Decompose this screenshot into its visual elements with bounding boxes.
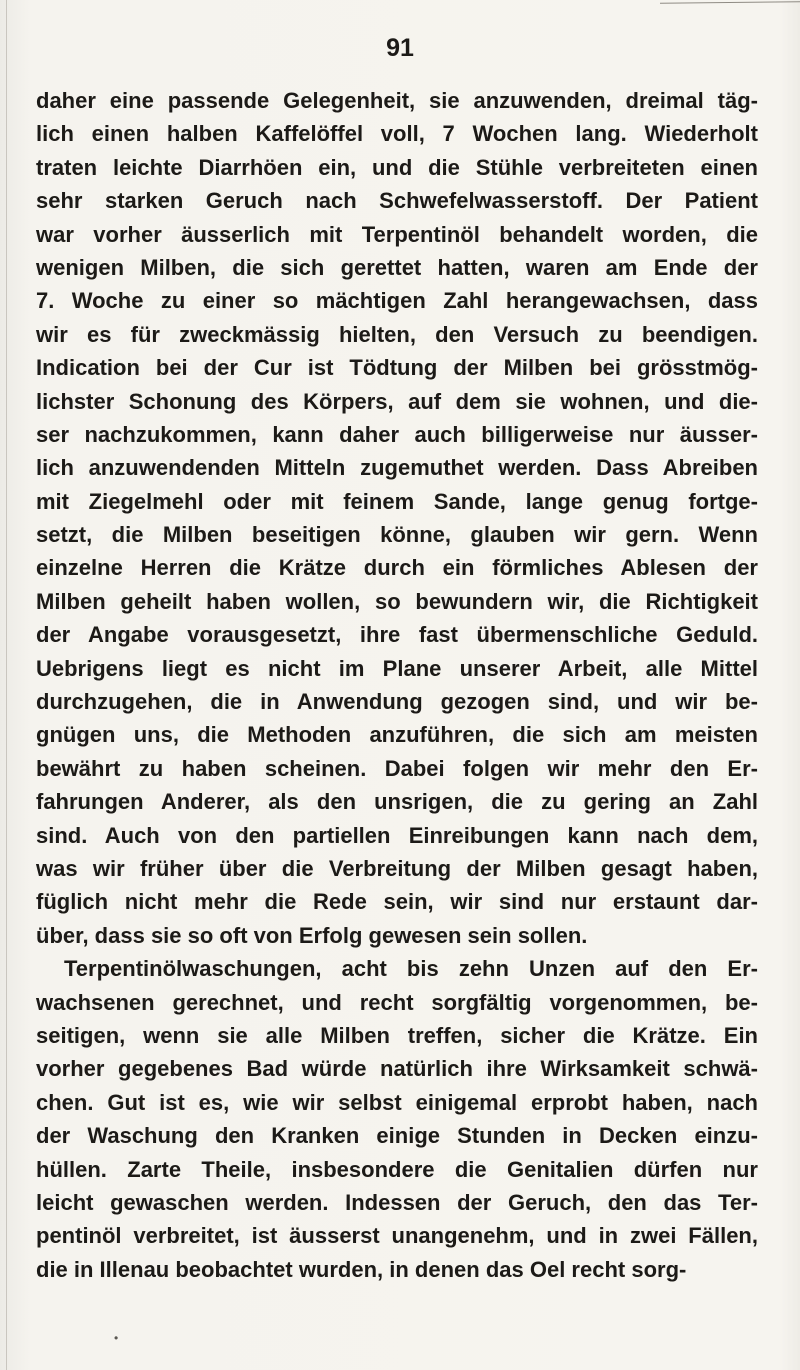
page-speck: • [114,1331,119,1345]
text-line: mit Ziegelmehl oder mit feinem Sande, lange genug fortge- [36,488,758,514]
text-line: 7. Woche zu einer so mächtigen Zahl herangewachsen, dass [36,288,758,314]
text-line: der Angabe vorausgesetzt, ihre fast übermenschliche Geduld. [36,622,758,648]
text-line: lichster Schonung des Körpers, auf dem sie wohnen, und die- [36,388,758,414]
text-line: sehr starken Geruch nach Schwefelwasserstoff. Der Patient [36,188,758,214]
text-line: traten leichte Diarrhöen ein, und die Stühle verbreiteten einen [36,154,758,180]
text-line: vorher gegebenes Bad würde natürlich ihre Wirksamkeit schwä- [36,1056,758,1082]
text-line: wir es für zweckmässig hielten, den Versuch zu beendigen. [36,321,758,347]
text-line: leicht gewaschen werden. Indessen der Geruch, den das Ter- [36,1189,758,1215]
text-line: über, dass sie so oft von Erfolg gewesen sein sollen. [36,922,588,948]
text-line: setzt, die Milben beseitigen könne, glauben wir gern. Wenn [36,522,758,548]
text-line: lich anzuwendenden Mitteln zugemuthet werden. Dass Abreiben [36,455,758,481]
text-line: Indication bei der Cur ist Tödtung der Milben bei grösstmög- [36,355,758,381]
text-line: sind. Auch von den partiellen Einreibungen kann nach dem, [36,822,758,848]
text-line: Terpentinölwaschungen, acht bis zehn Unzen auf den Er- [64,956,758,982]
body-text [36,84,758,1286]
paragraph-1 [36,84,758,952]
text-line: Milben geheilt haben wollen, so bewundern wir, die Richtigkeit [36,588,758,614]
page-number: 91 [386,34,414,62]
text-line: daher eine passende Gelegenheit, sie anzuwenden, dreimal täg- [36,88,758,113]
text-line: fahrungen Anderer, als den unsrigen, die zu gering an Zahl [36,789,758,815]
text-line: einzelne Herren die Krätze durch ein förmliches Ablesen der [36,555,758,581]
text-line: wenigen Milben, die sich gerettet hatten, waren am Ende der [36,254,758,280]
text-line: pentinöl verbreitet, ist äusserst unangenehm, und in zwei Fällen, [36,1223,758,1249]
text-line: die in Illenau beobachtet wurden, in denen das Oel recht sorg- [36,1256,687,1282]
text-line: chen. Gut ist es, wie wir selbst einigemal erprobt haben, nach [36,1089,758,1115]
text-line: wachsenen gerechnet, und recht sorgfältig vorgenommen, be- [36,989,758,1015]
text-line: ser nachzukommen, kann daher auch billigerweise nur äusser- [36,421,758,447]
text-line: füglich nicht mehr die Rede sein, wir sind nur erstaunt dar- [36,889,758,915]
text-line: durchzugehen, die in Anwendung gezogen sind, und wir be- [36,689,758,715]
text-line: war vorher äusserlich mit Terpentinöl behandelt worden, die [36,221,758,247]
text-line: gnügen uns, die Methoden anzuführen, die sich am meisten [36,722,758,748]
text-line: lich einen halben Kaffelöffel voll, 7 Wochen lang. Wiederholt [36,121,758,147]
scan-edge-top [660,1,800,3]
text-line: der Waschung den Kranken einige Stunden in Decken einzu- [36,1123,758,1149]
text-line: hüllen. Zarte Theile, insbesondere die Genitalien dürfen nur [36,1156,758,1182]
text-line: seitigen, wenn sie alle Milben treffen, sicher die Krätze. Ein [36,1022,758,1048]
paragraph-2 [36,952,758,1286]
scan-edge-left [6,0,7,1370]
text-line: Uebrigens liegt es nicht im Plane unserer Arbeit, alle Mittel [36,655,758,681]
text-line: bewährt zu haben scheinen. Dabei folgen wir mehr den Er- [36,755,758,781]
text-line: was wir früher über die Verbreitung der Milben gesagt haben, [36,855,758,881]
